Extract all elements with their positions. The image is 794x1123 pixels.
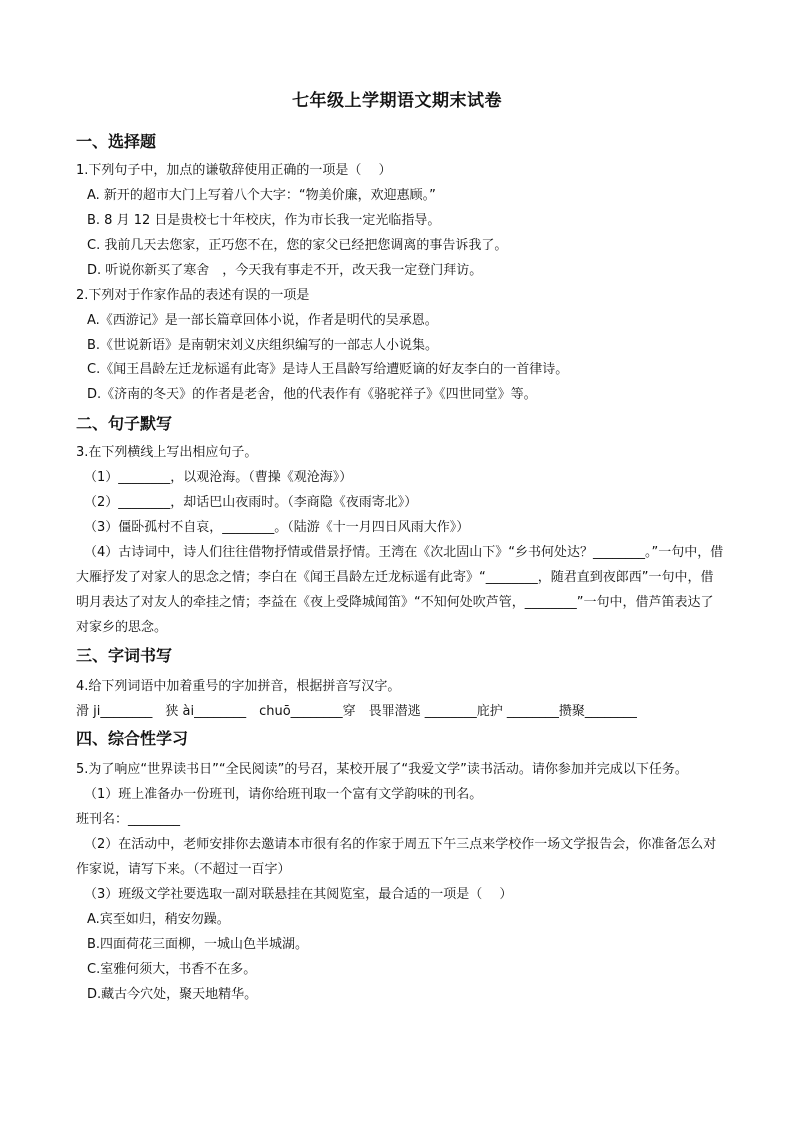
question-5-option-a: A.宾至如归，稍安勿躁。 [87, 912, 230, 927]
section-heading-choice: 一、选择题 [76, 132, 157, 151]
question-2-option-d: D.《济南的冬天》的作者是老舍，他的代表作有《骆驼祥子》《四世同堂》等。 [87, 387, 537, 402]
question-2-option-a: A.《西游记》是一部长篇章回体小说，作者是明代的吴承恩。 [87, 313, 438, 328]
section-heading-writing: 三、字词书写 [76, 646, 173, 665]
section-heading-integrated: 四、综合性学习 [76, 729, 189, 748]
question-1-option-d: D. 听说你新买了寒舍 ，今天我有事走不开，改天我一定登门拜访。 [87, 263, 483, 278]
question-2-stem: 2.下列对于作家作品的表述有误的一项是 [76, 288, 310, 303]
question-5-part-1-answer: 班刊名：________ [76, 812, 181, 827]
question-5-option-c: C.室雅何须大，书香不在多。 [87, 962, 257, 977]
question-5-option-b: B.四面荷花三面柳，一城山色半城湖。 [87, 937, 309, 952]
question-1-option-a: A. 新开的超市大门上写着八个大字：“物美价廉，欢迎惠顾。” [87, 188, 436, 203]
question-5-part-1: （1）班上准备办一份班刊，请你给班刊取一个富有文学韵味的刊名。 [84, 787, 483, 802]
page-title: 七年级上学期语文期末试卷 [292, 91, 502, 111]
question-3-item-1: （1）________，以观沧海。（曹操《观沧海》） [84, 470, 353, 485]
question-2-option-b: B.《世说新语》是南朝宋刘义庆组织编写的一部志人小说集。 [87, 338, 439, 353]
question-3-stem: 3.在下列横线上写出相应句子。 [76, 445, 258, 460]
question-3-item-2: （2）________，却话巴山夜雨时。（李商隐《夜雨寄北》） [84, 495, 418, 510]
question-1-stem: 1.下列句子中，加点的谦敬辞使用正确的一项是（ ） [76, 163, 392, 178]
question-3-item-3: （3）僵卧孤村不自哀，________。（陆游《十一月四日风雨大作》） [84, 520, 470, 535]
question-5-part-2: （2）在活动中，老师安排你去邀请本市很有名的作家于周五下午三点来学校作一场文学报告会，你准备怎么对作家说，请写下来。（不超过一百字） [76, 837, 717, 877]
question-4-words: 滑 ji________ 狭 ài________ chuō________穿 畏罪潜逃 ________庇护 ________攒聚________ [76, 704, 637, 719]
question-3-item-4: （4）古诗词中，诗人们往往借物抒情或借景抒情。王湾在《次北固山下》“乡书何处达？________。”一句中，借大雁抒发了对家人的思念之情；李白在《闻王昌龄左迁龙标遥有此寄》“________，随君直到夜郎西”一句中，借明月表达了对友人的牵挂之情；李益在《夜上受降城闻笛》“不知何处吹芦管，________”一句中，借芦笛表达了对家乡的思念。 [76, 545, 724, 635]
question-5-option-d: D.藏古今穴处，聚天地精华。 [87, 987, 258, 1002]
section-heading-dictation: 二、句子默写 [76, 414, 173, 433]
question-2-option-c: C.《闻王昌龄左迁龙标遥有此寄》是诗人王昌龄写给遭贬谪的好友李白的一首律诗。 [87, 362, 569, 377]
question-5-stem: 5.为了响应“世界读书日”“全民阅读”的号召，某校开展了“我爱文学”读书活动。请你参加并完成以下任务。 [76, 762, 688, 777]
question-1-option-b: B. 8 月 12 日是贵校七十年校庆，作为市长我一定光临指导。 [87, 213, 441, 228]
question-5-part-3: （3）班级文学社要选取一副对联悬挂在其阅览室，最合适的一项是（ ） [84, 887, 513, 902]
question-1-option-c: C. 我前几天去您家，正巧您不在，您的家父已经把您调离的事告诉我了。 [87, 238, 508, 253]
question-4-stem: 4.给下列词语中加着重号的字加拼音，根据拼音写汉字。 [76, 679, 401, 694]
